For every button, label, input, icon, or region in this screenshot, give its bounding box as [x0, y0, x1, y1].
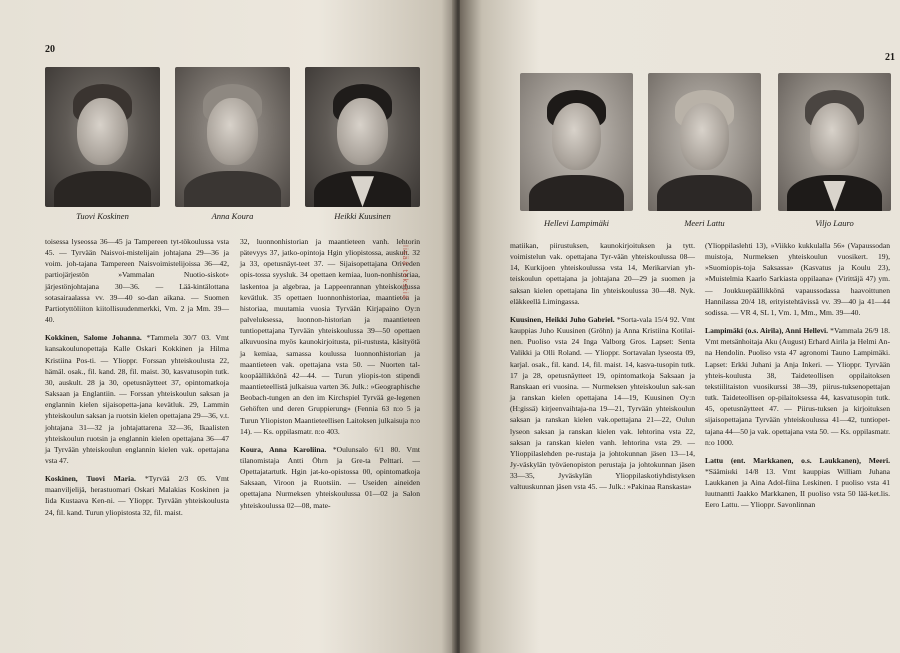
entry-heading: Koskinen, Tuovi Maria.: [45, 474, 136, 484]
left-column-2: [240, 236, 420, 511]
entry-paragraph: [240, 444, 420, 511]
portrait-photo-1: [45, 67, 160, 207]
portrait-photo-6: [778, 73, 891, 211]
photo-caption-1: Tuovi Koskinen: [76, 211, 129, 221]
entry-heading: Koura, Anna Karoliina.: [240, 444, 327, 454]
entry-text: *Sorta-vala 15/4 92. Vmt kauppias Juho Kuusinen (Gröhn) ja Anna Kristiina Kotilai-nen. Puoliso vsta 24 Inga Valborg Gros. Lapset: Senta Valikki ja Olli Roland. — Ylioppr. Sortavalan lyseosta 09, karjal. osak., fil. kand. 14, fil. maist. 14, kasva-tusopin tutk. 17 ja 28, opetusnäytteet 19, opintomatkoja Saksaan ja Ranskaan eri vuosina. — Nurmeksen yhteiskoulun sak-san ja ranskan kielen opettajana 14—19, Kuusinen Oy:n (H:gissä) kirjeenvaihtaja-na 19—21, Tyrvään yhteiskoulun saksan ja ranskan kielen vak.opettajana 21—22, Oulun lyseon saksan ja ranskan kielen vak. lehtorina vsta 22, saksan ja ranskan kielen vanh. lehtorina vsta 29. — Ylioppilaslehden pe-rustaja ja johtokunnan jäsen 13—14, Jy-väskylän työväenopiston perustaja ja johtokunnan jäsen 33—35, Jyväskylän Ylioppilaskotiyhdistyksen valtuuskunnan jäsen vsta 45. — Julk.: »Pakinaa Ranskasta»: [510, 314, 696, 492]
entry-paragraph: [705, 455, 890, 511]
entry-heading: Lattu (ent. Markkanen, o.s. Laukkanen), Meeri.: [705, 455, 890, 465]
photo-caption-3: Heikki Kuusinen: [334, 211, 391, 221]
left-column-1: [45, 236, 229, 518]
entry-text: *Säämінki 14/8 13. Vmt kauppias William Juhana Laukkanen ja Aina Adol-fiina Leskinen. I puoliso vsta 41 luutnantti Jaakko Markkanen, II puoliso vsta 50 lää-ket.lis. Eero Lattu. — Ylioppr. Savonlinnan: [705, 466, 890, 510]
portrait-photo-3: [305, 67, 420, 207]
red-stamp-mark: lisää tekstiä: [401, 245, 409, 301]
entry-heading: Lampimäki (o.s. Airila), Anni Hellevi.: [705, 326, 829, 336]
right-column-1: [510, 240, 695, 492]
photo-caption-2: Anna Koura: [211, 211, 254, 221]
portrait-photo-5: [648, 73, 761, 211]
entry-paragraph: [45, 332, 229, 466]
entry-text: 32, luonnonhistorian ja maantieteen vanh. lehtorin pätevyys 37, jatko-opintoja Hgin yliopistossa, auskult. 32 ja 33, opetusnäyt-teet 37. — Sijaisopettajana Oriveden opis-tossa syysluk. 34 opettaen kemiaa, luon-nonhistoriaa, laskentoa ja algebraa, ja Lappeenrannan yhteiskoulussa kevätluk. 35 opettaen luonnonhistoriaa, maantietoa ja historiaa, muutamia vuosia Tyrvään Kirjapaino Oy:n palveluksessa, luonnon-historian ja maantieteen tuntiopettajana Tyrvään yhteiskoulussa 39—50 opettaen alkuvuosina myös kaunokirjoitusta, pii-rustusta, käsityötä ja kemiaa, samassa koulussa luonnonhistorian ja maantieteen vak. opettajana vsta 50. — Nuorten tal-koopäällikkönä 42—44. — Turun yliopis-ton stipendi maantieteellistä julkaisua varten 36. Julk.: »Geographische Beobach-tungen an den im Kirchspiel Tyrvää ge-legenen Gehöften und deren Gruppierung» (Fennia 63 n:o 5 ja Turun Yliopiston Maantieteellisen Laitoksen julkaisuja n:o 14). — Ks. oppilasmatr. n:o 403.: [240, 237, 420, 436]
entry-text: matiikan, piirustuksen, kaunokirjoituksen ja tytt. voimistelun vak. opettajana Tyr-vään yhteiskoulussa 08—14, Kurkijoen yhteiskoulussa vsta 14, Merikarvian yh-teiskoulun opettajana ja johtajana 20—29 ja suomen ja saksan kielen opettajana Iin yhteiskoulussa 30—48. Nyk. eläkkeellä Limingassa.: [510, 241, 695, 306]
entry-paragraph: [45, 473, 229, 518]
page-number-left: 20: [45, 44, 55, 55]
entry-text: *Vammala 26/9 18. Vmt metsänhoitaja Aku (August) Erhard Airila ja Helmi An-na Hendolin. Puoliso vsta 47 agronomi Tauno Lampimäki. Lapset: Erkki Juhani ja Anja Inkeri. — Ylioppr. Tyrvään yhteis-koulusta 38, Taideteollisen oppilaitoksen tekstiilitaiston vuosikurssi 38—39, piirus-tuksenopettajan tutk. Taideteollisen op-pilaitoksessa 44, kasvatusopin tutk. 45, opetusnäytteet 47. — Piirus-tuksen ja kirjoituksen sijaisopettajana Tyrvään yhteiskoulussa 41—42, tuntiopet-tajana 44—50 ja vak. opettajana vsta 50. — Ks. oppilasmatr. n:o 1000.: [705, 326, 890, 447]
entry-paragraph: [705, 325, 890, 448]
entry-text: *Tammela 30/7 03. Vmt kansakoulunopettaja Kalle Oskari Kokkinen ja Hilma Kristiina Pos-ti. — Ylioppr. Forssan yhteiskoulusta 22, hämäl. osak., fil. kand. 28, fil. maist. 30, kasvatusopin tutk. 30, auskult. 28 ja 30, opetusnäytteet 37, opintomatkoja Saksaan ja Englantiin. — Forssan yhteiskoulun saksan ja englannin kielen sijaisopetta-jana kevätluk. 29, Lammin yhteiskoulun saksan ja ruotsin kielen opettajana 29—36, v.t. johtajana 31—32 ja johtajattarena 32—36, Ikaalisten yhteiskoulun ruotsin ja englannin kielen opettajana 36—47 ja Tyrvään yhteiskoulun englannin kielen vak. opettajana vsta 47.: [45, 333, 230, 465]
entry-paragraph: [510, 314, 695, 493]
entry-text: *Oulunsalo 6/1 80. Vmt tilanomistaja Antti Öhrn ja Gre-ta Pelttari. — Opettajatartutk. Hgin jat-ko-opistossa 00, opintomatkoja Saksaan, Viroon ja Ruotsiin. — Useiden aineiden opettajana Nurmeksen yhteiskoulussa 01—02 ja Salon yhteiskoulussa 02—08, mate-: [240, 444, 420, 510]
right-column-2: [705, 240, 890, 511]
photo-caption-5: Meeri Lattu: [684, 218, 725, 228]
right-page: [460, 0, 900, 653]
entry-text: (Ylioppilaslehti 13), »Viikko kukkulalla 56» (Vapaussodan muistoja, Nurmeksen yhteiskoulun vuosikert. 19), »Suomiopis-toja Saksassa» (Kasvatus ja Koulu 23), »Muistelmia Kaarlo Sarkiasta oppilaana» (Virittäjä 47) ym. — Joukkuepäällikkönä vapaussodassa haavoittunen Hannilassa 20/4 18, erityistehtävissä vv. 39—40 ja 41—44 sodissa. — VR 4, SL 1, Vm. 1, Mm., Mm. 39—40.: [705, 241, 890, 317]
photo-caption-6: Viljo Lauro: [815, 218, 854, 228]
entry-text: toisessa lyseossa 36—45 ja Tampereen tyt-tökoulussa vsta 45. — Tyrvään Naisvoi-mistelijain johtajana 29—36 ja voim. joh-tajana Tampereen Naisvoimistelijoissa 36—42, partiojärjestön »Vammalan Nuotio-siskot» järjestönjohtajana 30—36. — Lää-kintälottana sotasairaalassa vv. 39—40 so-dan aikana. — Suomen Partiotyttöliiton kiitollisuudenmerkki, Vm. 2 ja Mm. 39—40.: [45, 237, 229, 325]
portrait-photo-4: [520, 73, 633, 211]
photo-caption-4: Hellevi Lampimäki: [544, 218, 609, 228]
entry-heading: Kokkinen, Salome Johanna.: [45, 333, 142, 343]
entry-text: *Tyrvää 2/3 05. Vmt maanviljelijä, herastuomari Oskari Malakias Koskinen ja Iida Kustaava Ken-ni. — Ylioppr. Tyrvään yhteiskoulusta 24, fil. kand. Turun yliopistosta 32, fil. maist.: [45, 474, 229, 517]
entry-heading: Kuusinen, Heikki Juho Gabriel.: [510, 314, 615, 324]
portrait-photo-2: [175, 67, 290, 207]
page-number-right: 21: [885, 52, 895, 63]
